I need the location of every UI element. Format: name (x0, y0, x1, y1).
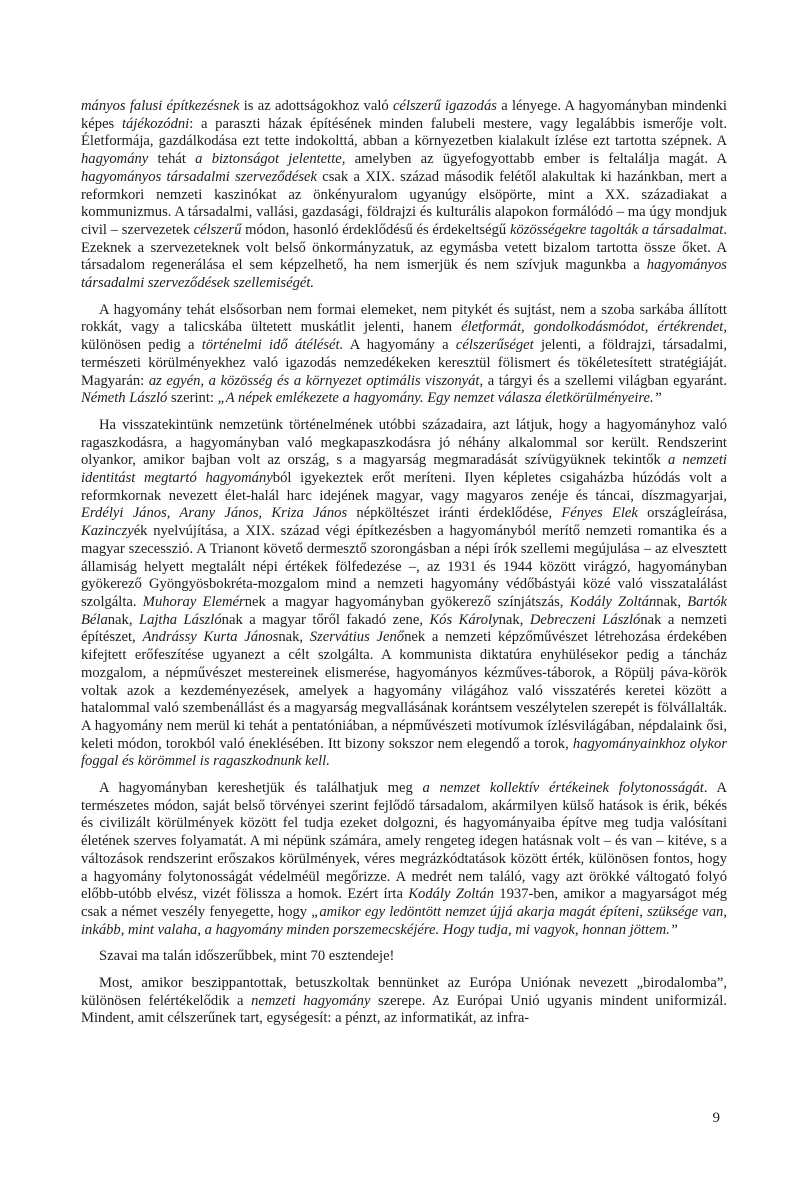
text-run: A hagyomány tehát elsősorban nem formai elemeket, nem pitykét és sujtást, nem a szoba sarkába állított rokkát, vagy a talicskába ültetett muskátlit jelenti, hanem (81, 301, 727, 336)
italic-run: hagyományainkhoz olykor foggal és körömmel is ragaszkodnunk kell. (81, 735, 727, 770)
italic-run: Szervátius Jenő (309, 629, 405, 646)
text-run: nak, (107, 611, 139, 628)
paragraph (81, 98, 727, 293)
text-run: nek a magyar hagyományban gyökerező színjátszás, (244, 593, 570, 610)
paragraph (81, 948, 727, 966)
italic-run: Kodály Zoltán (569, 593, 657, 610)
italic-run: mányos falusi építkezésnek (81, 98, 240, 114)
text-run: szerepe. Az Európai Unió ugyanis mindent uniformizál. Mindent, amit célszerűnek tart, egységesít: a pénzt, az informatikát, az infra- (81, 992, 727, 1027)
italic-run: hagyományos társadalmi szerveződések szellemiségét. (81, 257, 727, 292)
italic-run: tájékozódni (121, 115, 190, 132)
italic-run: a biztonságot jelentette, (195, 151, 346, 168)
text-run: jelenti, a földrajzi, társadalmi, természeti körülményekhez való igazodás nemzedékeken keresztül fölismert és tökéletesített stratégiáját. Magyarán: (81, 337, 728, 389)
text-run: különösen pedig a (81, 337, 202, 354)
text-run: a tárgyi és a szellemi világban egyaránt. (483, 372, 727, 389)
italic-run: Fényes Elek (561, 505, 638, 522)
italic-run: „A népek emlékezete a hagyomány. Egy nemzet válasza életkörülményeire.” (217, 390, 662, 407)
italic-run: Andrássy Kurta János (142, 629, 279, 646)
italic-run: „amikor egy ledöntött nemzet újjá akarja magát építeni, szüksége van, inkább, mint valaha, a hagyomány minden porszemecskéjére. Hogy tudja, mi vagyok, honnan jöttem.” (81, 903, 727, 938)
text-run: Szavai ma talán időszerűbbek, mint 70 esztendeje! (99, 948, 395, 965)
paragraph (81, 417, 727, 771)
text-run: amelyben az ügyefogyottabb ember is feltalálja magát. A (345, 151, 727, 168)
italic-run: hagyomány (81, 151, 149, 168)
italic-run: az egyén, a közösség és a környezet optimális viszonyát, (148, 372, 484, 389)
text-run: nak a nemzeti építészet, (81, 611, 728, 646)
italic-run: Németh László (81, 390, 168, 407)
text-run: . Ezeknek a szervezeteknek volt belső önkormányzatuk, az egymásba vetett bizalom tartotta össze őket. A társadalom regenerálása el sem képzelhető, ha nem ismerjük és nem szívjuk magunkba a (81, 221, 727, 274)
text-run: ék nyelvújítása, a XIX. század végi építkezésben a hagyományból merítő nemzeti romantika és a magyar szecesszió. A Trianont követő dermesztő szorongásban a népi írók szellemi megújulása – az elvesztett államiság helyett megtalált népi értékek fölfedezése –, az 1931 és 1944 között virágzó, hagyományban gyökerező Gyöngyösbokréta-mozgalom mind a nemzeti hagyomány védőbástyái közé való visszatalálást szolgálta. (81, 523, 727, 610)
page-number: 9 (712, 1110, 720, 1126)
italic-run: hagyományos társadalmi szerveződések (81, 168, 317, 185)
text-run: módon, hasonló érdeklődésű és érdekeltségű (241, 221, 510, 238)
italic-run: életformát, gondolkodásmódot, értékrendet, (461, 319, 727, 336)
text-run: : a paraszti házak építésének minden falubeli mestere, vagy legalábbis ismerője volt. Életformája, gazdálkodása ezt tette indokolttá, abban a környezetben kialakult ízlése ezt tartotta szépnek. A (81, 115, 727, 150)
paragraph (81, 302, 727, 408)
text-run: A hagyományban kereshetjük és találhatjuk meg (99, 780, 423, 797)
italic-run: nemzeti hagyomány (251, 992, 371, 1009)
italic-run: a nemzeti identitást megtartó hagyomány (81, 452, 727, 487)
italic-run: Muhoray Elemér (142, 593, 245, 610)
text-run: Ha visszatekintünk nemzetünk történelmének utóbbi századaira, azt látjuk, hogy a hagyományhoz való ragaszkodásra, a hagyományban való megkapaszkodásra jó néhány alkalommal sor került. Rendszerint olyankor, amikor bajban volt az ország, s a magyarság megmaradását szívügyüknek tekintők (81, 416, 727, 469)
paragraph (81, 975, 727, 1028)
italic-run: Erdélyi János, Arany János, Kriza János (81, 505, 348, 522)
italic-run: Debreczeni László (529, 611, 641, 628)
text-run: Most, amikor beszippantottak, betuszkoltak bennünket az Európa Uniónak nevezett „birodalomba”, különösen felértékelődik a (81, 975, 727, 1009)
italic-run: célszerű igazodás (392, 98, 497, 114)
text-run: csak a XIX. század második felétől alakultak ki hazánkban, mert a reformkori nemzeti kaszinókat az önkényuralom ugyanúgy elsöpörte, mint a XX. századiakat a kommunizmus. A társadalmi, vallási, gazdasági, földrajzi és kulturális alapokon formálódó – ma úgy mondjuk civil – szervezetek (81, 168, 728, 238)
text-run: nek a nemzeti képzőművészet létrehozása érdekében kifejtett erőfeszítése ugyanezt a célt szolgálta. A kommunista diktatúra enyhülésekor pedig a táncház mozgalom, a népművészet mestereinek elismerése, hagyományos kézműves-táborok, a Röpülj páva-körök voltak azok a kezdeményezések, amelyek a hagyomány világához való visszatérés keretei között a hatalommal való szembenállást és a magyarság megvallásának korántsem veszélytelen szerepét is fölvállalták. A hagyomány nem merül ki tehát a pentatóniában, a népművészeti motívumok ízlésvilágában, népdalaink ősi, keleti módon, torokból való éneklésében. Itt bizony sokszor nem elegendő a torok, (81, 629, 727, 752)
italic-run: Kós Károly (429, 611, 499, 628)
italic-run: Bartók Béla (81, 593, 727, 628)
text-run: is az adottságokhoz való (239, 98, 393, 114)
text-run: 1937-ben, amikor a magyarságot még csak a német veszély fenyegette, hogy (81, 886, 727, 920)
text-run: tehát (148, 151, 196, 168)
text-run: népköltészet iránti érdeklődése, (347, 505, 562, 522)
italic-run: célszerű (193, 221, 242, 238)
text-run: szerint: (167, 390, 218, 407)
text-run: nak, (656, 593, 688, 610)
text-run: nak, (278, 629, 310, 646)
italic-run: célszerűséget (455, 337, 534, 354)
italic-run: a nemzet kollektív értékeinek folytonosságát (422, 780, 704, 797)
italic-run: közösségekre tagolták a társadalmat (509, 221, 724, 238)
document-body (81, 98, 727, 1037)
paragraph (81, 780, 727, 939)
italic-run: Kazinczy (81, 523, 134, 540)
text-run: ból igyekeztek erőt meríteni. Ilyen képletes csigaházba húzódás volt a reformkornak nevezett élet-halál harc idejének magyar, vagy magyaros zenéje és táncai, díszmagyarjai, (81, 470, 728, 504)
text-run: . A természetes módon, saját belső törvényei szerint fejlődő társadalom, akármilyen külső hatások is érik, békés és civilizált körülmények között fel tudja ezeket dolgozni, és hagyományaiba építve meg tudja valósítani életének szerves folyamatát. A mi népünk számára, amely rengeteg idegen hatásnak volt – és van – kitéve, s a változások rendszerint erőszakos körülmények, véres megrázkódtatások között érték, különösen fontos, hogy a hagyomány folytonosságát védelméül megőrizze. A medrét nem találó, vagy azt örökké váltogató folyó előbb-utóbb elvész, vizét fölissza a homok. Ezért írta (81, 780, 727, 903)
text-run: nak a magyar tőről fakadó zene, (221, 611, 430, 628)
text-run: nak, (498, 611, 530, 628)
text-run: A hagyomány a (343, 337, 456, 354)
text-run: országleírása, (637, 505, 727, 522)
italic-run: történelmi idő átélését. (201, 337, 344, 354)
text-run: a lényege. A hagyományban mindenki képes (81, 98, 727, 132)
italic-run: Lajtha László (138, 611, 222, 628)
italic-run: Kodály Zoltán (408, 886, 494, 903)
